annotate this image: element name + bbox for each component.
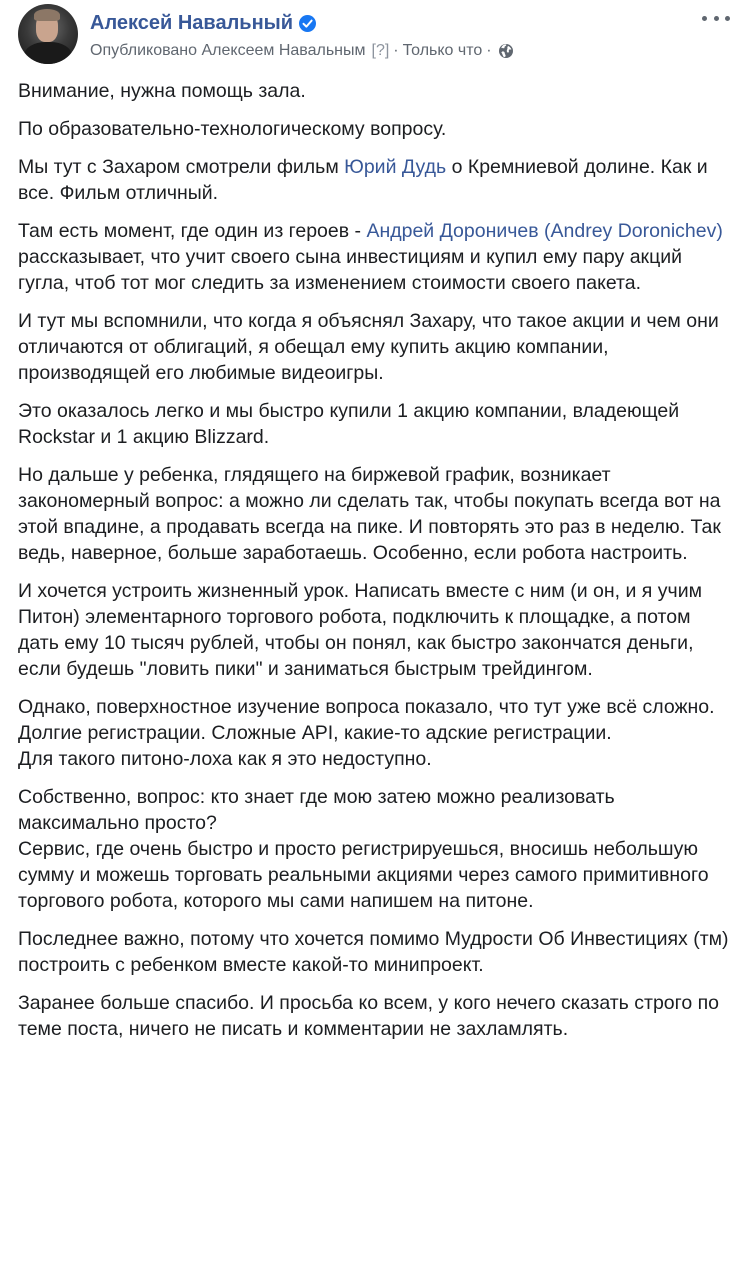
paragraph-6: Это оказалось легко и мы быстро купили 1 акцию компании, владеющей Rockstar и 1 акцию Blizzard. <box>18 400 680 448</box>
paragraph-10-line-a: Собственно, вопрос: кто знает где мою затею можно реализовать максимально просто? <box>18 786 615 834</box>
post-meta <box>90 42 514 60</box>
paragraph-1: Внимание, нужна помощь зала. <box>18 80 306 102</box>
paragraph-4-text-a: Там есть момент, где один из героев - <box>18 220 367 242</box>
post-body <box>18 78 730 1054</box>
paragraph-7: Но дальше у ребенка, глядящего на биржевой график, возникает закономерный вопрос: а можно ли сделать так, чтобы покупать всегда вот на этой впадине, а продавать всегда на пике. И повторять это раз в неделю. Так ведь, наверное, больше заработаешь. Особенно, если робота настроить. <box>18 464 721 564</box>
published-by-label: Опубликовано Алексеем Навальным <box>90 42 366 59</box>
more-dot <box>702 16 707 21</box>
paragraph-4-text-b: рассказывает, что учит своего сына инвестициям и купил ему пару акций гугла, чтоб тот мог следить за изменением стоимости своего пакета. <box>18 246 683 294</box>
more-options-icon[interactable] <box>702 8 730 28</box>
avatar-shirt <box>24 42 72 64</box>
paragraph-3-text-a: Мы тут с Захаром смотрели фильм <box>18 156 345 178</box>
paragraph-9-line-b: Для такого питоно-лоха как я это недоступно. <box>18 748 432 770</box>
paragraph-9 <box>18 694 730 772</box>
author-name-row <box>90 12 316 35</box>
paragraph-9-line-a: Однако, поверхностное изучение вопроса показало, что тут уже всё сложно. Долгие регистрации. Сложные API, какие-то адские регистрации. <box>18 696 715 744</box>
more-dot <box>725 16 730 21</box>
profile-link-andrey-doronichev[interactable]: Андрей Дороничев (Andrey Doronichev) <box>366 220 723 242</box>
meta-separator-2: · <box>486 42 492 59</box>
author-name-link[interactable]: Алексей Навальный <box>90 12 294 34</box>
help-link[interactable]: [?] <box>371 42 390 59</box>
paragraph-3 <box>18 154 730 206</box>
verified-badge-icon <box>299 15 316 32</box>
profile-link-yuri-dud[interactable]: Юрий Дудь <box>344 156 447 178</box>
paragraph-11: Последнее важно, потому что хочется помимо Мудрости Об Инвестициях (тм) построить с ребенком вместе какой-то минипроект. <box>18 928 729 976</box>
meta-separator: · <box>393 42 399 59</box>
globe-icon[interactable] <box>498 43 514 59</box>
paragraph-4 <box>18 218 730 296</box>
paragraph-3-text-b: о Кремниевой долине. Как и все. Фильм отличный. <box>18 156 708 204</box>
paragraph-5: И тут мы вспомнили, что когда я объяснял Захару, что такое акции и чем они отличаются от облигаций, я обещал ему купить акцию компании, производящей его любимые видеоигры. <box>18 310 719 384</box>
more-dot <box>714 16 719 21</box>
author-avatar[interactable] <box>18 4 78 64</box>
paragraph-2: По образовательно-технологическому вопросу. <box>18 118 447 140</box>
avatar-hair <box>34 9 60 21</box>
paragraph-8: И хочется устроить жизненный урок. Написать вместе с ним (и он, и я учим Питон) элементарного торгового робота, подключить к площадке, а потом дать ему 10 тысяч рублей, чтобы он понял, как быстро закончатся деньги, если будешь "ловить пики" и заниматься быстрым трейдингом. <box>18 580 702 680</box>
timestamp-link[interactable]: Только что <box>402 42 483 59</box>
paragraph-10 <box>18 784 730 914</box>
paragraph-10-line-b: Сервис, где очень быстро и просто регистрируешься, вносишь небольшую сумму и можешь торговать реальными акциями через самого примитивного торгового робота, которого мы сами напишем на питоне. <box>18 838 709 912</box>
post-header <box>18 4 730 70</box>
paragraph-12: Заранее больше спасибо. И просьба ко всем, у кого нечего сказать строго по теме поста, ничего не писать и комментарии не захламлять. <box>18 992 719 1040</box>
